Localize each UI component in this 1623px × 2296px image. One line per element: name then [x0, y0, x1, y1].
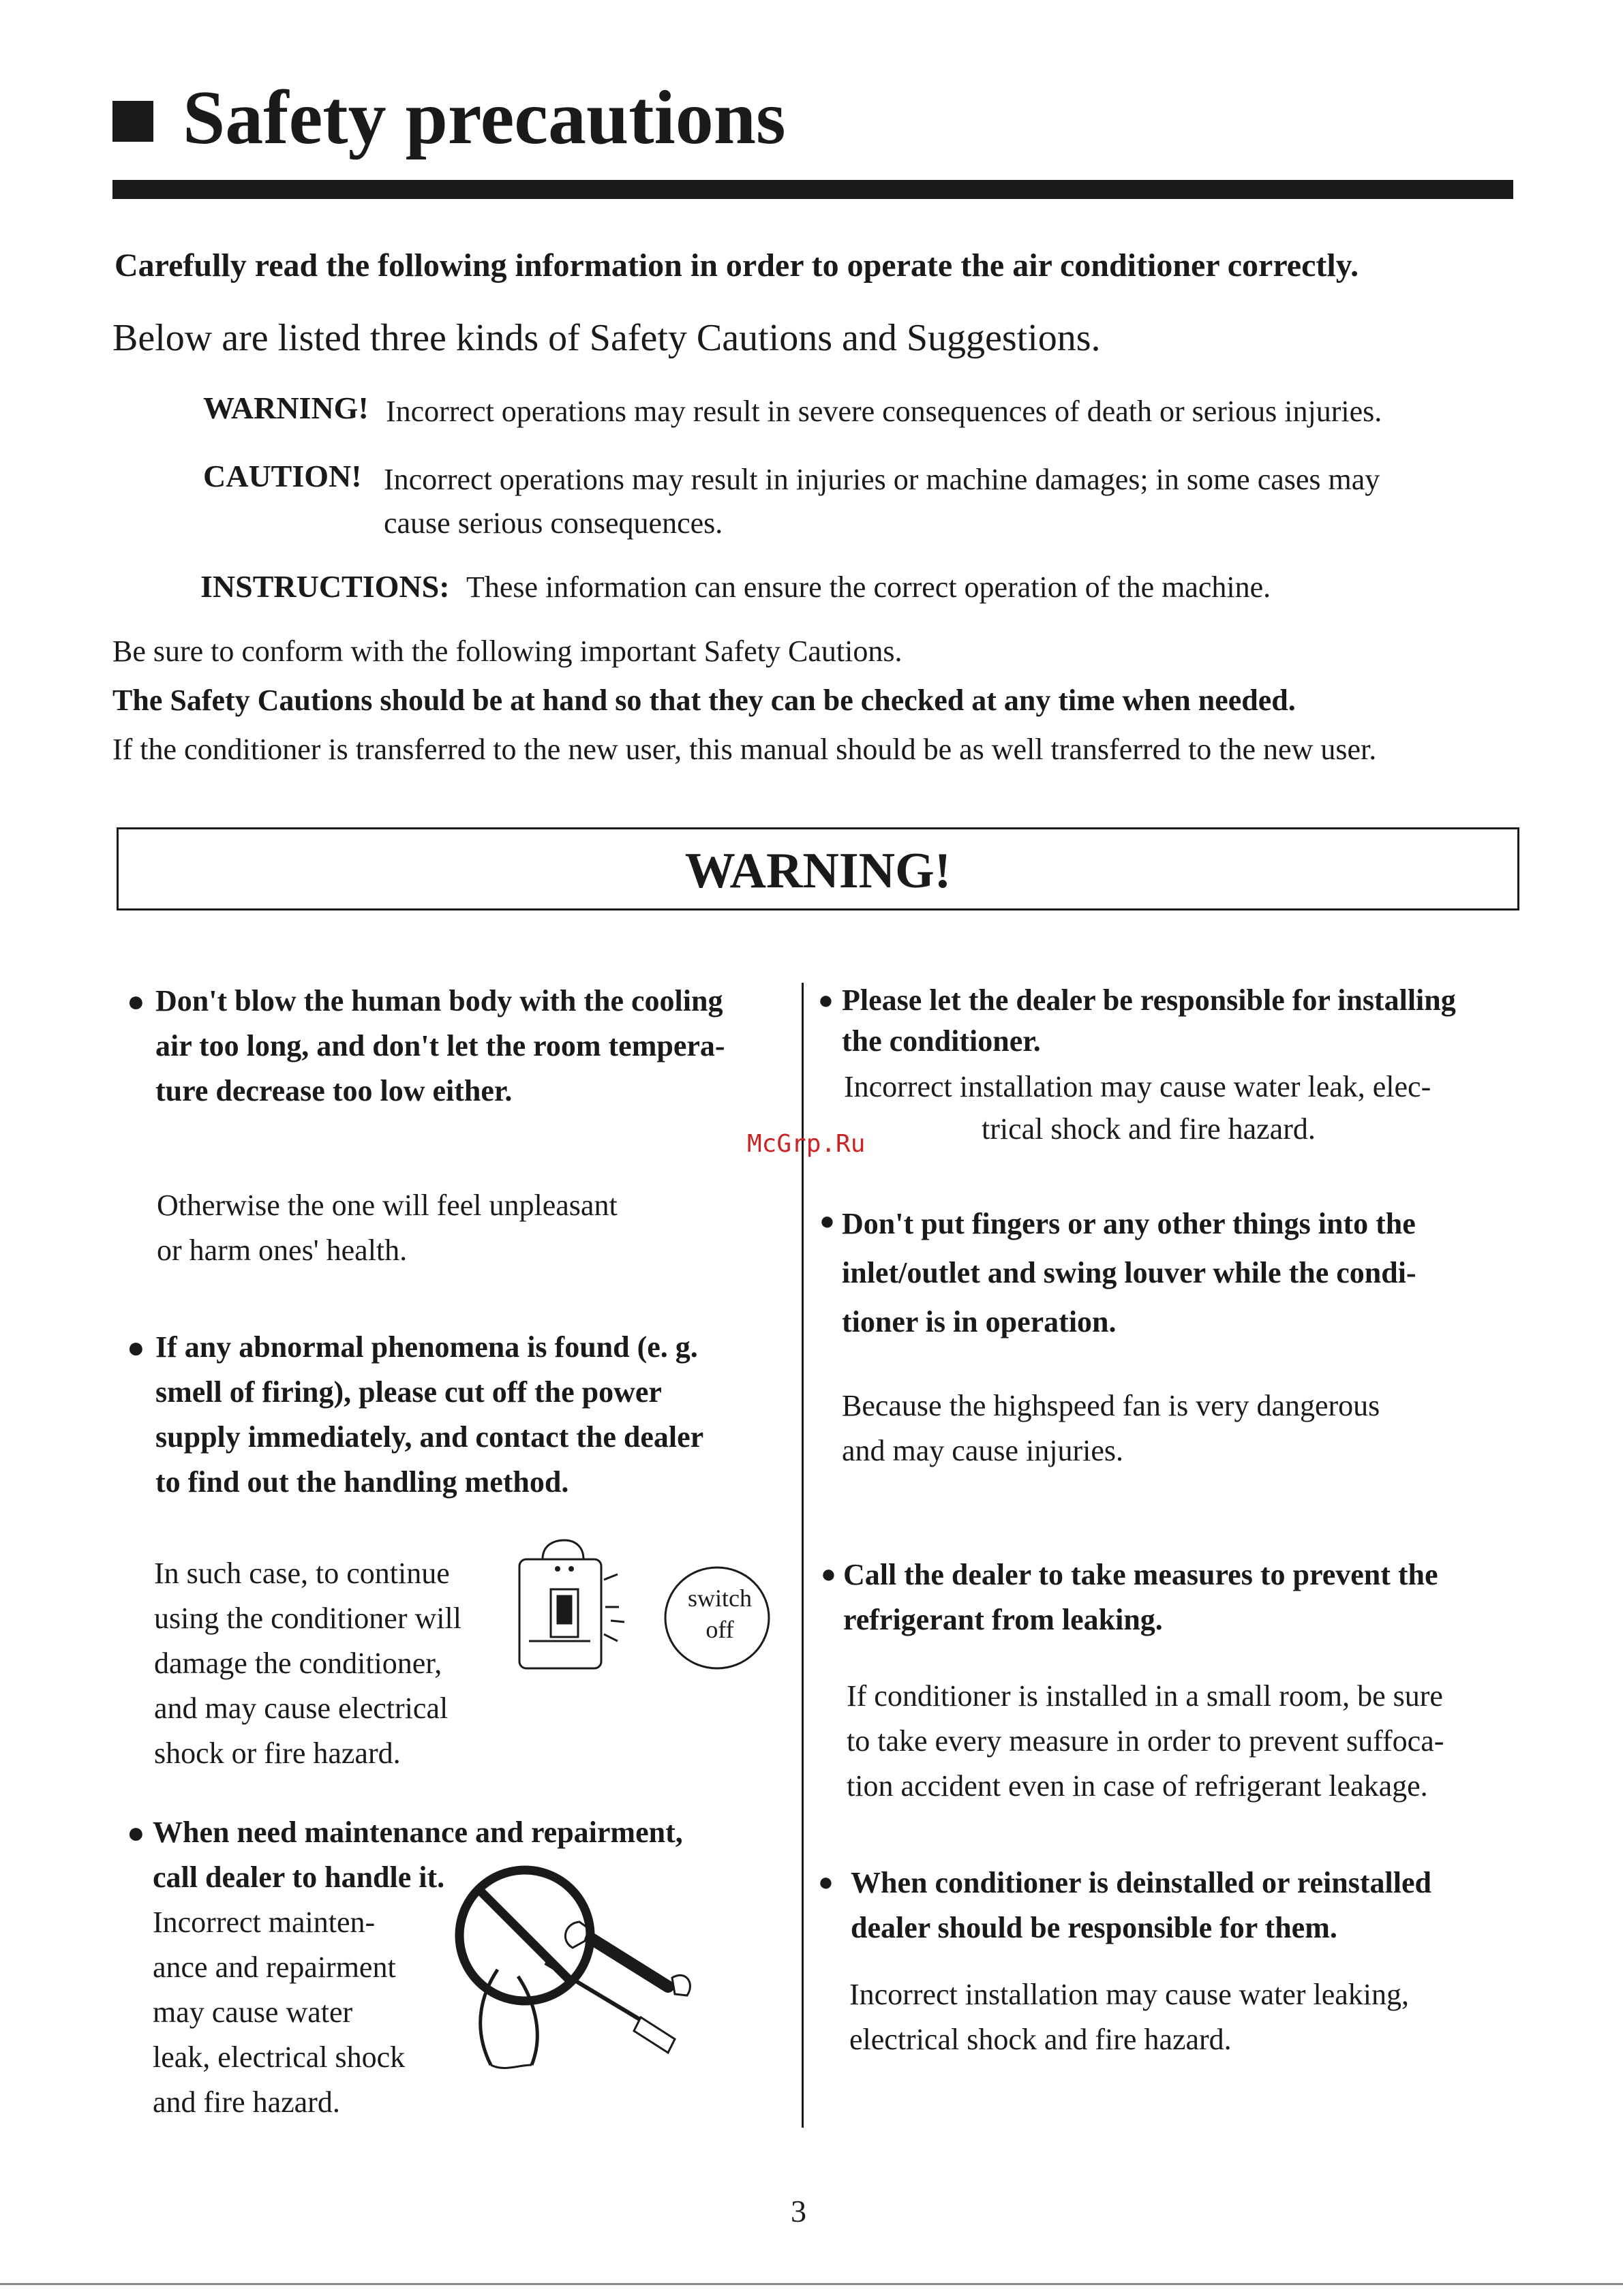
warning-text: Incorrect operations may result in severe consequences of death or serious injuries. — [386, 395, 1382, 428]
left-item2-body — [154, 1551, 461, 1776]
instructions-label: INSTRUCTIONS: — [200, 569, 450, 604]
heading-line: tioner is in operation. — [842, 1305, 1117, 1338]
heading-line: smell of firing), please cut off the power — [155, 1375, 662, 1409]
page-number: 3 — [791, 2194, 806, 2229]
page-title: Safety precautions — [183, 76, 786, 160]
heading-line: If any abnormal phenomena is found (e. g. — [155, 1330, 698, 1364]
bullet-icon: ● — [127, 1331, 145, 1364]
left-item1-heading — [155, 979, 725, 1114]
body-line: tion accident even in case of refrigerant leakage. — [847, 1769, 1428, 1803]
body-line: may cause water — [153, 1995, 353, 2029]
body-line: leak, electrical shock — [153, 2040, 406, 2074]
body-line: and may cause electrical — [154, 1692, 449, 1725]
right-item4-body — [849, 1972, 1409, 2062]
right-item2-heading — [842, 1199, 1416, 1347]
right-item1-body-line2: trical shock and fire hazard. — [982, 1112, 1316, 1146]
left-item1-body — [157, 1183, 618, 1273]
heading-line: refrigerant from leaking. — [843, 1603, 1163, 1636]
heading-line: inlet/outlet and swing louver while the condi- — [842, 1256, 1416, 1289]
right-item1-heading — [842, 980, 1456, 1062]
body-line: to take every measure in order to prevent suffoca- — [847, 1724, 1444, 1758]
body-line: ance and repairment — [153, 1950, 396, 1984]
instructions-text: These information can ensure the correct operation of the machine. — [466, 570, 1271, 604]
caution-text-2: cause serious consequences. — [384, 506, 723, 540]
caution-text-1: Incorrect operations may result in injuries or machine damages; in some cases may — [384, 463, 1380, 496]
bullet-icon: ● — [127, 985, 145, 1018]
heading-line: supply immediately, and contact the dealer — [155, 1420, 704, 1454]
left-item3-body — [153, 1900, 405, 2125]
right-item1-body-line1: Incorrect installation may cause water leak, elec- — [844, 1070, 1431, 1103]
right-item3-body — [847, 1674, 1444, 1809]
right-item4-heading — [851, 1861, 1431, 1950]
body-line: Incorrect mainten- — [153, 1905, 376, 1939]
heading-line: Don't blow the human body with the cooling — [155, 984, 723, 1017]
body-line: In such case, to continue — [154, 1557, 450, 1590]
warning-label: WARNING! — [203, 391, 369, 425]
title-rule — [112, 180, 1513, 199]
heading-line: Don't put fingers or any other things into the — [842, 1207, 1416, 1240]
heading-line: When need maintenance and repairment, — [153, 1816, 683, 1849]
warning-box-title: WARNING! — [684, 843, 952, 899]
body-line: or harm ones' health. — [157, 1234, 408, 1267]
no-repair-tools-illustration — [443, 1861, 695, 2079]
body-line: damage the conditioner, — [154, 1647, 442, 1680]
caution-label: CAUTION! — [203, 459, 362, 493]
heading-line: Please let the dealer be responsible for installing — [842, 983, 1456, 1017]
bubble-line: off — [706, 1616, 734, 1643]
bubble-line: switch — [688, 1585, 752, 1612]
intro-below: Below are listed three kinds of Safety Cautions and Suggestions. — [112, 317, 1101, 359]
watermark: McGrp.Ru — [747, 1130, 866, 1158]
heading-line: air too long, and don't let the room tempera- — [155, 1029, 725, 1062]
body-line: and fire hazard. — [153, 2085, 340, 2119]
body-line: If conditioner is installed in a small room, be sure — [847, 1679, 1443, 1713]
heading-line: to find out the handling method. — [155, 1465, 569, 1499]
body-line: using the conditioner will — [154, 1602, 461, 1635]
heading-line: ture decrease too low either. — [155, 1074, 513, 1107]
heading-line: dealer should be responsible for them. — [851, 1911, 1337, 1944]
bullet-icon: ● — [127, 1816, 145, 1850]
bullet-icon: ● — [819, 1207, 835, 1236]
body-line: and may cause injuries. — [842, 1434, 1123, 1467]
right-item3-heading — [843, 1552, 1438, 1642]
heading-line: call dealer to handle it. — [153, 1861, 445, 1894]
body-line: electrical shock and fire hazard. — [849, 2023, 1232, 2056]
note-at-hand: The Safety Cautions should be at hand so that they can be checked at any time when needed. — [112, 684, 1296, 717]
bullet-icon: ● — [821, 1560, 836, 1589]
body-line: Incorrect installation may cause water leaking, — [849, 1978, 1409, 2011]
heading-line: Call the dealer to take measures to prevent the — [843, 1558, 1438, 1591]
bottom-edge-line — [0, 2283, 1623, 2285]
body-line: Because the highspeed fan is very dangerous — [842, 1389, 1380, 1422]
heading-line: When conditioner is deinstalled or reinstalled — [851, 1866, 1431, 1899]
intro-lead: Carefully read the following information in order to operate the air conditioner correctly. — [115, 247, 1359, 284]
bullet-icon: ● — [818, 1868, 834, 1897]
body-line: Otherwise the one will feel unpleasant — [157, 1189, 618, 1222]
bullet-icon: ● — [818, 986, 834, 1015]
note-transfer: If the conditioner is transferred to the new user, this manual should be as well transferred to the new user. — [112, 733, 1377, 766]
heading-line: the conditioner. — [842, 1024, 1041, 1058]
switch-off-bubble-text — [679, 1582, 761, 1645]
title-square-icon — [112, 101, 153, 142]
left-item2-heading — [155, 1325, 703, 1505]
body-line: shock or fire hazard. — [154, 1736, 401, 1770]
note-conform: Be sure to conform with the following important Safety Cautions. — [112, 634, 902, 668]
right-item2-body — [842, 1383, 1380, 1473]
